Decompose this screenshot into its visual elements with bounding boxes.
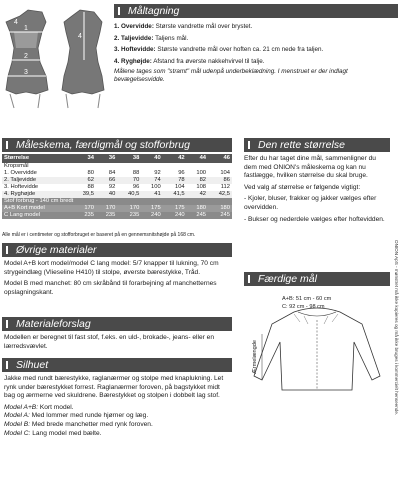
- model-list: [4, 404, 230, 438]
- table-header-cell: 34: [72, 154, 96, 163]
- figure-num-4b: 4: [78, 33, 82, 40]
- ovrige-body: [4, 260, 230, 300]
- table-cell: 245: [208, 212, 232, 219]
- rette-list: [244, 195, 390, 224]
- table-cell: 88: [132, 170, 140, 176]
- materialeforslag-text: Modellen er beregnet til fast stof, f.eks. en uld-, brokade-, jeans- eller en lærredsvævlet.: [4, 334, 215, 350]
- table-cell: 41,5: [163, 191, 187, 198]
- table-header-cell: 36: [96, 154, 117, 163]
- table-cell: 240: [163, 212, 187, 219]
- table-cell: 1. Overvidde: [4, 170, 37, 176]
- garment-label-sleeve: Ærmelængde: [252, 340, 258, 374]
- table-cell: 108: [196, 184, 207, 190]
- maal-item-1: 1. Overvidde: Største vandrette mål over brystet.: [114, 23, 253, 30]
- table-cell: 175: [141, 205, 162, 212]
- maaltagning-list: [114, 22, 398, 84]
- table-header-row: [2, 154, 232, 163]
- table-cell: 245: [187, 212, 208, 219]
- table-cell: 84: [108, 170, 116, 176]
- model-item: Model A: Med lommer med runde hjørner og læg.: [4, 412, 149, 420]
- table-cell: 96: [178, 170, 185, 176]
- table-cell: 3. Hoftevidde: [4, 184, 39, 190]
- rette-body: [244, 155, 390, 227]
- table-cell: 39,5: [72, 191, 96, 198]
- size-table: [2, 154, 232, 219]
- figure-num-2: 2: [24, 53, 28, 60]
- table-cell: 170: [96, 205, 117, 212]
- model-item: Model B: Med brede manchetter med rynk foroven.: [4, 420, 153, 428]
- table-row: [2, 205, 232, 212]
- list-item: - Kjoler, bluser, frakker og jakker vælges efter overvidden.: [244, 195, 377, 211]
- table-cell: 40: [96, 191, 117, 198]
- table-header-cell: 46: [208, 154, 232, 163]
- silhuet-title: Silhuet: [2, 358, 232, 372]
- table-cell: 104: [174, 184, 185, 190]
- table-cell: 78: [163, 177, 187, 184]
- garment-label-c: C: 92 cm - 98 cm: [282, 304, 325, 310]
- materialeforslag-body: [4, 334, 230, 354]
- table-note: Alle mål er i centimeter og stofforbruget er baseret på en gennemsnitshøjde på 168 cm.: [2, 232, 196, 238]
- table-row: [2, 191, 232, 198]
- model-item: Model A+B: Kort model.: [4, 403, 74, 411]
- table-fabric-title-row: [2, 198, 232, 205]
- table-cell: 92: [108, 184, 116, 190]
- table-row: [2, 184, 232, 191]
- measurement-figure: [2, 2, 110, 110]
- table-subheader: Kropsmål: [4, 163, 29, 169]
- table-cell: C Lang model: [2, 212, 72, 219]
- size-table-title: Måleskema, færdigmål og stofforbrug: [2, 138, 232, 152]
- table-header-cell: 42: [163, 154, 187, 163]
- figure-num-3: 3: [24, 69, 28, 76]
- table-cell: 96: [132, 184, 140, 190]
- maal-item-2: 2. Taljevidde: Taljens mål.: [114, 34, 189, 42]
- table-cell: 88: [87, 184, 94, 190]
- table-cell: 100: [151, 184, 161, 190]
- table-cell: 80: [87, 170, 94, 176]
- table-cell: 235: [96, 212, 117, 219]
- table-cell: 70: [117, 177, 141, 184]
- garment-label-ab: A+B: 51 cm - 60 cm: [282, 296, 332, 302]
- table-cell: 2. Taljevidde: [2, 177, 72, 184]
- maal-item-4: 4. Ryghøjde: Afstand fra øverste nakkehvirvel til talje.: [114, 57, 265, 65]
- table-cell: 180: [187, 205, 208, 212]
- table-cell: 235: [72, 212, 96, 219]
- rette-title: Den rette størrelse: [244, 138, 390, 152]
- table-cell: 42: [187, 191, 208, 198]
- table-cell: 82: [187, 177, 208, 184]
- table-cell: 240: [141, 212, 162, 219]
- table-cell: 235: [117, 212, 141, 219]
- table-cell: 66: [96, 177, 117, 184]
- maal-item-3: 3. Hoftevidde: Største vandrette mål over hoften ca. 21 cm nede fra taljen.: [114, 46, 324, 53]
- table-header-cell: 40: [141, 154, 162, 163]
- table-cell: 41: [141, 191, 162, 198]
- table-cell: 92: [154, 170, 161, 176]
- list-item: - Bukser og nederdele vælges efter hoftevidden.: [244, 215, 385, 223]
- silhuet-text: Jakke med rundt bærestykke, raglanærmer og stolpe med knaplukning. Let rynk under bærestykket forrest. Raglanærmer foroven, på bagstykket midt bag og ærmerne ved skuldrene. Bærestykket og stolpen i dobbelt lag stof.: [4, 375, 224, 400]
- table-cell: 170: [72, 205, 96, 212]
- rette-p1: Efter du har taget dine mål, sammenligner du dem med ONION's måleskema og kan nu fastlægge, hvilken størrelse du skal bruge.: [244, 155, 376, 180]
- figure-num-4a: 4: [14, 19, 18, 26]
- table-cell: 4. Ryghøjde: [2, 191, 72, 198]
- table-cell: 112: [220, 184, 230, 190]
- ovrige-title: Øvrige materialer: [2, 243, 232, 257]
- table-cell: 104: [220, 170, 230, 176]
- table-cell: 62: [72, 177, 96, 184]
- table-cell: 170: [117, 205, 141, 212]
- table-cell: 40,5: [117, 191, 141, 198]
- table-header-cell: 38: [117, 154, 141, 163]
- rette-p2: Ved valg af størrelse er følgende vigtigt:: [244, 183, 361, 191]
- table-cell: 74: [141, 177, 162, 184]
- table-cell: 175: [163, 205, 187, 212]
- table-cell: 42,5: [208, 191, 232, 198]
- table-cell: A+B Kort model: [2, 205, 72, 212]
- table-cell: 86: [208, 177, 232, 184]
- table-row: [2, 170, 232, 177]
- table-fabric-title: Stof forbrug - 140 cm bredt: [2, 198, 232, 205]
- figure-num-1: 1: [24, 25, 28, 32]
- maaltagning-title: Måltagning: [114, 4, 398, 18]
- silhuet-body: [4, 375, 230, 438]
- model-item: Model C: Lang model med bælte.: [4, 429, 102, 437]
- table-cell: 180: [208, 205, 232, 212]
- table-header-cell: Størrelse: [2, 154, 72, 163]
- table-row: [2, 212, 232, 219]
- faerdig-title: Færdige mål: [244, 272, 390, 286]
- table-row: [2, 177, 232, 184]
- ovrige-p1: Model A+B kort model/model C lang model: 5/7 knapper til lukning, 70 cm strygeindlæg (Vlieseline H410) til stolpe, øverste bærestykke, Tråd.: [4, 260, 219, 276]
- table-subheader-row: [2, 163, 232, 170]
- maal-note: Målene tages som "stramt" mål udenpå underbeklædning. I menstruet er der indlagt bevægelsesvidde.: [114, 68, 348, 83]
- table-header-cell: 44: [187, 154, 208, 163]
- ovrige-p2: Model B med manchet: 80 cm skråbånd til forarbejning af manchetternes opslagningskant.: [4, 280, 217, 296]
- table-cell: 100: [196, 170, 207, 176]
- copyright-side-text: ONION ApS - mønstret må ikke kopieres og må ikke bruges i kommercielt henseende.: [394, 240, 399, 416]
- maaltagning-section: [114, 4, 398, 86]
- materialeforslag-title: Materialeforslag: [2, 317, 232, 331]
